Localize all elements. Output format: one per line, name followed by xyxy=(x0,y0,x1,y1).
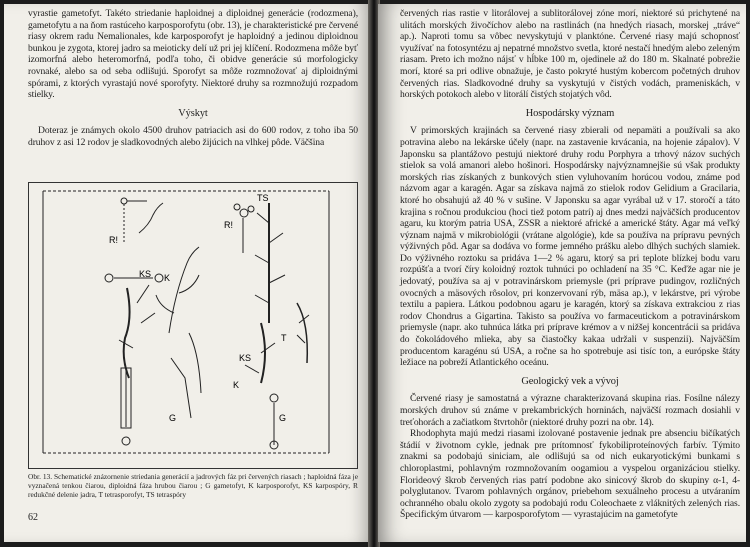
label-ts: TS xyxy=(257,193,269,203)
right-paragraph-2: V primorských krajinách sa červené riasy zbierali od nepamäti a používali sa ako potravina alebo na lekárske účely (napr. na zastavenie krvácania, na hojenie zápalov). V Japonsku sa plantážovo pestujú niektoré druhy rodu Porphyra a trhový názov suchých stielok sa volá amanori alebo hošinori. Hospodársky najvýznamnejšie sú však produkty morských rias získaných z bunkových stien vyluhovaním horúcou vodou, známe pod názvom agar a karagén. Agar sa získava najmä zo stielok rodov Gelidium a Gracilaria, ktoré ho obsahujú až 40 % v sušine. V Japonsku sa agar vyrábal už v 17. storočí a táto krajina s ročnou produkciou (hoci tiež potom patrí) aj dnes medzi najväčších producentov agaru, ku ktorým patria USA, ZSSR a niektoré africké a americké štáty. Agar má veľký význam najmä v mikrobiológii (vrátane algológie), kde sa používa na prípravu pevných výživných pôd. Agar sa dodáva vo forme jemného prášku alebo dlhých suchých slamiek. Do výživného roztoku sa pridáva 1—2 % agaru, ktorý sa pri teplote blízkej bodu varu rozpúšťa a tvorí číry koloidný roztok tuhnúci po ochladení na 35 °C. Keďže agar nie je jedovatý, používa sa aj v potravinárskom priemysle (pri príprave pudingov, rozličných ovocných a mäsových rôsolov, pri konzervovaní rýb, mäsa ap.), v lekárstve, pri výrobe textilu a papiera. Látkou podobnou agaru je karagén, ktorý sa získava extrakciou z rias rodov Chondrus a Gigartina. Takisto sa používa vo farmaceutickom a potravinárskom priemysle (napr. ako tuhnúca látka pri príprave krémov a v nižšej koncentrácii sa pridáva do čokoládového mlieka, aby sa čiastočky kakaa udržali v suspenzii). Najväčším producentom karagénu sú USA, a ročne sa ho spotrebuje asi tisíc ton, a európske štáty ležiace na pobreží Atlantického oceánu. xyxy=(400,125,740,369)
right-page xyxy=(378,4,746,542)
heading-vyskyt: Výskyt xyxy=(178,107,208,119)
left-paragraph-1: vyrastie gametofyt. Takéto striedanie haploidnej a diploidnej generácie (rodozmena), gametofytu a na ňom rastúceho karposporofytu (obr. 13), je charakteristické pre červené riasy okrem radu Nemalionales, kde karposporofyt je haploidný a jedinou diploidnou bunkou je zygota, ktorej jadro sa meioticky delí už pri jej klíčení. Rodozmena môže byť izomorfná alebo heteromorfná, podľa toho, či obidve generácie sú morfologicky rovnaké, alebo sa od seba odlišujú. Sporofyt sa môže rozmnožovať aj diploidnými spórami, z ktorých vyrastajú nové sporofyty. Niektoré druhy sa rozmnožujú rozpadom stielky. xyxy=(28,8,358,101)
right-paragraph-3: Červené riasy je samostatná a výrazne charakterizovaná skupina rias. Fosílne nálezy morských druhov sú známe v prekambrických horninách, najväčší rozmach dosiahli v treťohorách a začiatkom štvrtohôr (niektoré druhy pozri na obr. 14). xyxy=(400,393,740,428)
label-t: T xyxy=(281,333,287,343)
page-number-left: 62 xyxy=(28,512,38,523)
right-text xyxy=(400,8,740,521)
right-paragraph-1: červených rias rastie v litorálovej a sublitorálovej zóne morí, niektoré sú prichytené na ulitách morských živočíchov alebo na rastlinách (na hnedých riasach, morskej „tráve“ ap.). Naproti tomu sa vôbec nevyskytujú v planktóne. Červené riasy majú schopnosť využívať na fotosyntézu aj nepatrné množstvo svetla, ktoré nestačí hnedým alebo zeleným riasam. Preto ich možno nájsť v hĺbke 100 m, ojedinele až do 180 m. Skalnaté pobrežie morí, ktoré sa pri odlive obnažuje, je často pokryté hustým kobercom početných druhov červených rias. Sladkovodné druhy sa vyskytujú v čistých vodách, prameniskách, v horských potokoch alebo v litorálí čistých stojatých vôd. xyxy=(400,8,740,101)
left-text-top xyxy=(28,8,358,149)
heading-geologicky: Geologický vek a vývoj xyxy=(521,375,619,387)
life-cycle-diagram xyxy=(29,183,357,468)
label-ks-1: KS xyxy=(139,269,152,279)
left-page xyxy=(4,4,370,542)
label-k-1: K xyxy=(164,273,171,283)
label-r-1: R! xyxy=(109,235,118,245)
label-ks-2: KS xyxy=(239,353,252,363)
label-r-2: R! xyxy=(224,220,233,230)
caption-text: Obr. 13. Schematické znázornenie striedania generácií a jadrových fáz pri červených riasach ; haploidná fáza je vyznačená tenkou čiarou, diploidná fáza hrubou čiarou ; G gametofyt, K karposporofyt, KS karpospóry, R redukčné delenie jadra, T tetrasporofyt, TS tetraspóry xyxy=(28,472,358,499)
figure-caption xyxy=(28,472,358,499)
label-g-1: G xyxy=(169,413,177,423)
left-paragraph-vyskyt: Doteraz je známych okolo 4500 druhov patriacich asi do 600 rodov, z toho iba 50 druhov z asi 12 rodov je sladkovodných alebo žijúcich na vlhkej pôde. Väčšina xyxy=(28,125,358,148)
right-paragraph-4: Rhodophyta majú medzi riasami izolované postavenie jednak pre absenciu bičíkatých štádií v životnom cykle, jednak pre prítomnosť fykobiliproteínových farbív. Týmito znakmi sa podobajú siniciam, ale odlišujú sa od nich eukaryotickými bunkami s chloroplastmi, pohlavným rozmnožovaním oogamiou a vyspelou organizáciou stielky. Florideový škrob červených rias patrí podobne ako sinicový škrob do skupiny α-1, 4-polyglutanov. Tvarom pohlavných orgánov, priebehom sexuálneho procesu a utváraním ochranného obalu okolo zygoty sa podobajú rodu Coleochaete z vláknitých zelených rias. Špecifickým útvarom — karposporofytom — vyrastajúcim na gametofyte xyxy=(400,428,740,521)
label-k-2: K xyxy=(233,380,240,390)
label-g-2: G xyxy=(279,413,287,423)
figure-13 xyxy=(28,182,358,469)
heading-hospodarsky: Hospodársky význam xyxy=(525,107,615,119)
